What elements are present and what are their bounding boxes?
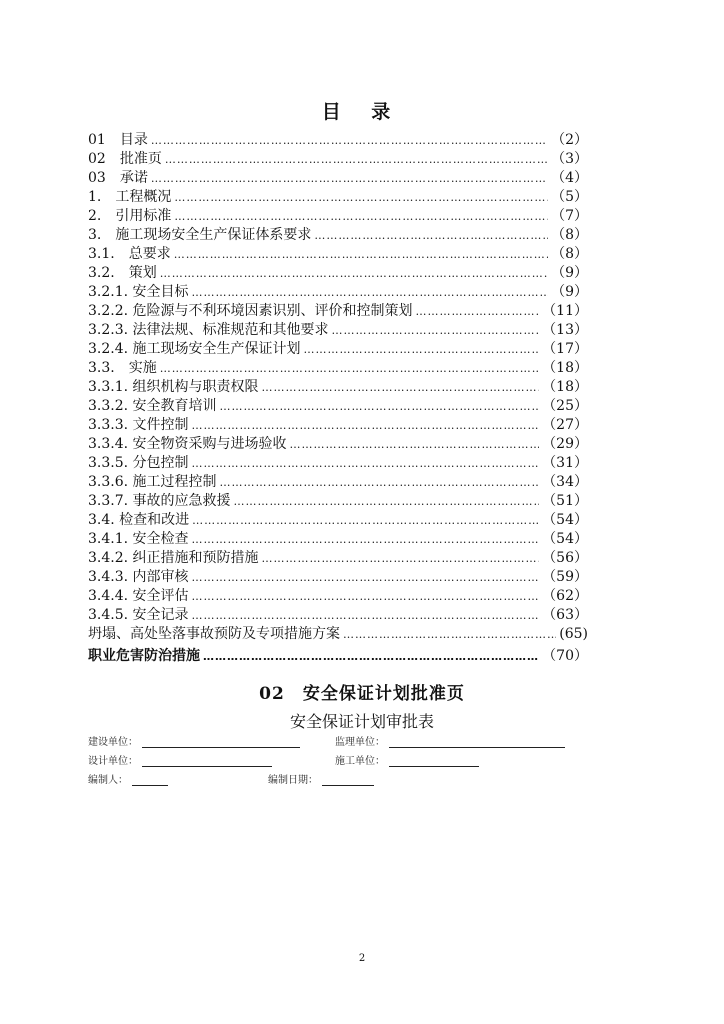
toc-entry-label: 3.4.1. 安全检查 — [88, 531, 189, 547]
approval-section-title: 02 安全保证计划批准页 — [259, 684, 465, 704]
toc-leader-dots — [151, 131, 548, 150]
toc-entry-page: （18） — [542, 379, 588, 395]
toc-entry-page: （7） — [551, 208, 588, 224]
toc-entry — [88, 207, 588, 226]
toc-entry-page: （11） — [542, 303, 588, 319]
toc-leader-dots — [151, 169, 548, 188]
toc-entry — [88, 150, 588, 169]
page-number: 2 — [358, 953, 366, 964]
toc-entry — [88, 454, 588, 473]
toc-entry-page: （4） — [551, 170, 588, 186]
approval-table-title: 安全保证计划审批表 — [289, 712, 434, 731]
toc-entry-label: 3.3.7. 事故的应急救援 — [88, 493, 231, 509]
construction-unit-blank — [142, 736, 300, 748]
toc-entry-label: 3.3.5. 分包控制 — [88, 455, 189, 471]
builder-unit-field — [335, 752, 479, 767]
toc-entry-page: （9） — [551, 265, 588, 281]
toc-leader-dots — [290, 435, 540, 454]
toc-entry — [88, 169, 588, 188]
toc-leader-dots — [304, 340, 540, 359]
toc-entry-label: 3.3.6. 施工过程控制 — [88, 474, 217, 490]
toc-entry-label: 02 批准页 — [88, 151, 162, 167]
toc-entry-label: 3.3.2. 安全教育培训 — [88, 398, 217, 414]
toc-entry — [88, 435, 588, 454]
toc-entry-page: （25） — [542, 398, 588, 414]
toc-entry-label: 坍塌、高处坠落事故预防及专项措施方案 — [88, 626, 340, 642]
toc-entry — [88, 264, 588, 283]
toc-entry — [88, 283, 588, 302]
toc-entry — [88, 568, 588, 587]
supervision-unit-blank — [389, 736, 565, 748]
toc-entry — [88, 397, 588, 416]
toc-entry — [88, 473, 588, 492]
toc-title: 目 录 — [321, 101, 403, 123]
builder-unit-label: 施工单位： — [335, 756, 385, 767]
toc-entry — [88, 416, 588, 435]
toc-entry-label: 03 承诺 — [88, 170, 148, 186]
toc-entry — [88, 340, 588, 359]
toc-entry-label: 3.4.3. 内部审核 — [88, 569, 189, 585]
toc-entry — [88, 587, 588, 606]
toc-entry-label: 01 目录 — [88, 132, 148, 148]
toc-entry-label: 3.3. 实施 — [88, 360, 157, 376]
toc-entry — [88, 359, 588, 378]
toc-leader-dots — [220, 473, 540, 492]
toc-leader-dots — [165, 150, 548, 169]
toc-entry — [88, 245, 588, 264]
toc-entry-page: （63） — [542, 607, 588, 623]
toc-entry — [88, 511, 588, 530]
toc-leader-dots — [192, 568, 540, 587]
toc-leader-dots — [314, 226, 548, 245]
compile-date-field — [268, 771, 374, 786]
design-unit-blank — [142, 755, 272, 767]
toc-entry-page: （13） — [542, 322, 588, 338]
toc-entry-page: （2） — [551, 132, 588, 148]
toc-entry — [88, 549, 588, 568]
toc-leader-dots — [192, 606, 540, 625]
design-unit-label: 设计单位： — [88, 756, 138, 767]
toc-entry-page: （8） — [551, 246, 588, 262]
toc-entry — [88, 378, 588, 397]
toc-leader-dots — [160, 359, 539, 378]
toc-entry-page: （27） — [542, 417, 588, 433]
compiler-blank — [132, 774, 168, 786]
toc-entry-page: （9） — [551, 284, 588, 300]
toc-entry-page: （54） — [542, 512, 588, 528]
toc-entry-label: 3.1. 总要求 — [88, 246, 171, 262]
toc-leader-dots — [203, 645, 539, 668]
toc-leader-dots — [192, 416, 540, 435]
toc-entry-page: （17） — [542, 341, 588, 357]
toc-entry-page: （29） — [542, 436, 588, 452]
toc-entry — [88, 131, 588, 150]
toc-leader-dots — [174, 188, 548, 207]
toc-entry-bold — [88, 644, 588, 668]
toc-entry-page: （51） — [542, 493, 588, 509]
toc-entry-label: 3.4. 检查和改进 — [88, 512, 190, 528]
toc-leader-dots — [192, 587, 540, 606]
toc-leader-dots — [192, 283, 549, 302]
toc-entry — [88, 188, 588, 207]
toc-entry-label: 3.4.5. 安全记录 — [88, 607, 189, 623]
compile-date-label: 编制日期： — [268, 775, 318, 786]
toc-leader-dots — [416, 302, 540, 321]
toc-entry-page: （8） — [551, 227, 588, 243]
toc-entry-label: 1. 工程概况 — [88, 189, 172, 205]
toc-entry-label: 3. 施工现场安全生产保证体系要求 — [88, 227, 312, 243]
toc-entry — [88, 606, 588, 625]
toc-entry-label: 3.2.3. 法律法规、标准规范和其他要求 — [88, 322, 329, 338]
toc-entry-page: （54） — [542, 531, 588, 547]
toc-entry-page: (65) — [559, 626, 588, 642]
toc-leader-dots — [234, 492, 540, 511]
toc-entry-page: （34） — [542, 474, 588, 490]
table-of-contents — [88, 131, 588, 668]
compiler-field — [88, 771, 168, 786]
toc-entry-label: 3.2. 策划 — [88, 265, 157, 281]
toc-entry-page: （56） — [542, 550, 588, 566]
toc-entry-page: （62） — [542, 588, 588, 604]
toc-entry-label: 3.2.4. 施工现场安全生产保证计划 — [88, 341, 301, 357]
toc-leader-dots — [343, 625, 556, 644]
toc-entry — [88, 492, 588, 511]
toc-leader-dots — [332, 321, 540, 340]
toc-entry-label: 职业危害防治措施 — [88, 648, 200, 664]
toc-entry-label: 3.2.1. 安全目标 — [88, 284, 189, 300]
toc-entry-page: （18） — [542, 360, 588, 376]
toc-entry-page: （70） — [542, 648, 588, 664]
toc-leader-dots — [220, 397, 540, 416]
compiler-label: 编制人： — [88, 775, 128, 786]
toc-entry-label: 3.2.2. 危险源与不利环境因素识别、评价和控制策划 — [88, 303, 413, 319]
construction-unit-field — [88, 733, 300, 748]
toc-leader-dots — [174, 207, 548, 226]
toc-entry-page: （31） — [542, 455, 588, 471]
supervision-unit-label: 监理单位： — [335, 737, 385, 748]
toc-entry-page: （3） — [551, 151, 588, 167]
toc-leader-dots — [192, 454, 540, 473]
toc-entry-label: 3.3.1. 组织机构与职责权限 — [88, 379, 259, 395]
toc-entry — [88, 302, 588, 321]
toc-leader-dots — [262, 549, 540, 568]
toc-entry — [88, 321, 588, 340]
toc-entry-label: 3.4.2. 纠正措施和预防措施 — [88, 550, 259, 566]
toc-entry-page: （59） — [542, 569, 588, 585]
toc-leader-dots — [192, 511, 539, 530]
toc-entry — [88, 530, 588, 549]
construction-unit-label: 建设单位： — [88, 737, 138, 748]
toc-leader-dots — [174, 245, 548, 264]
toc-leader-dots — [192, 530, 540, 549]
toc-entry-label: 2. 引用标准 — [88, 208, 172, 224]
toc-entry-page: （5） — [551, 189, 588, 205]
supervision-unit-field — [335, 733, 565, 748]
toc-entry — [88, 226, 588, 245]
toc-leader-dots — [262, 378, 540, 397]
toc-entry-label: 3.3.3. 文件控制 — [88, 417, 189, 433]
toc-entry — [88, 625, 588, 644]
toc-leader-dots — [160, 264, 548, 283]
design-unit-field — [88, 752, 272, 767]
compile-date-blank — [322, 774, 374, 786]
toc-entry-label: 3.4.4. 安全评估 — [88, 588, 189, 604]
toc-entry-label: 3.3.4. 安全物资采购与进场验收 — [88, 436, 287, 452]
builder-unit-blank — [389, 755, 479, 767]
